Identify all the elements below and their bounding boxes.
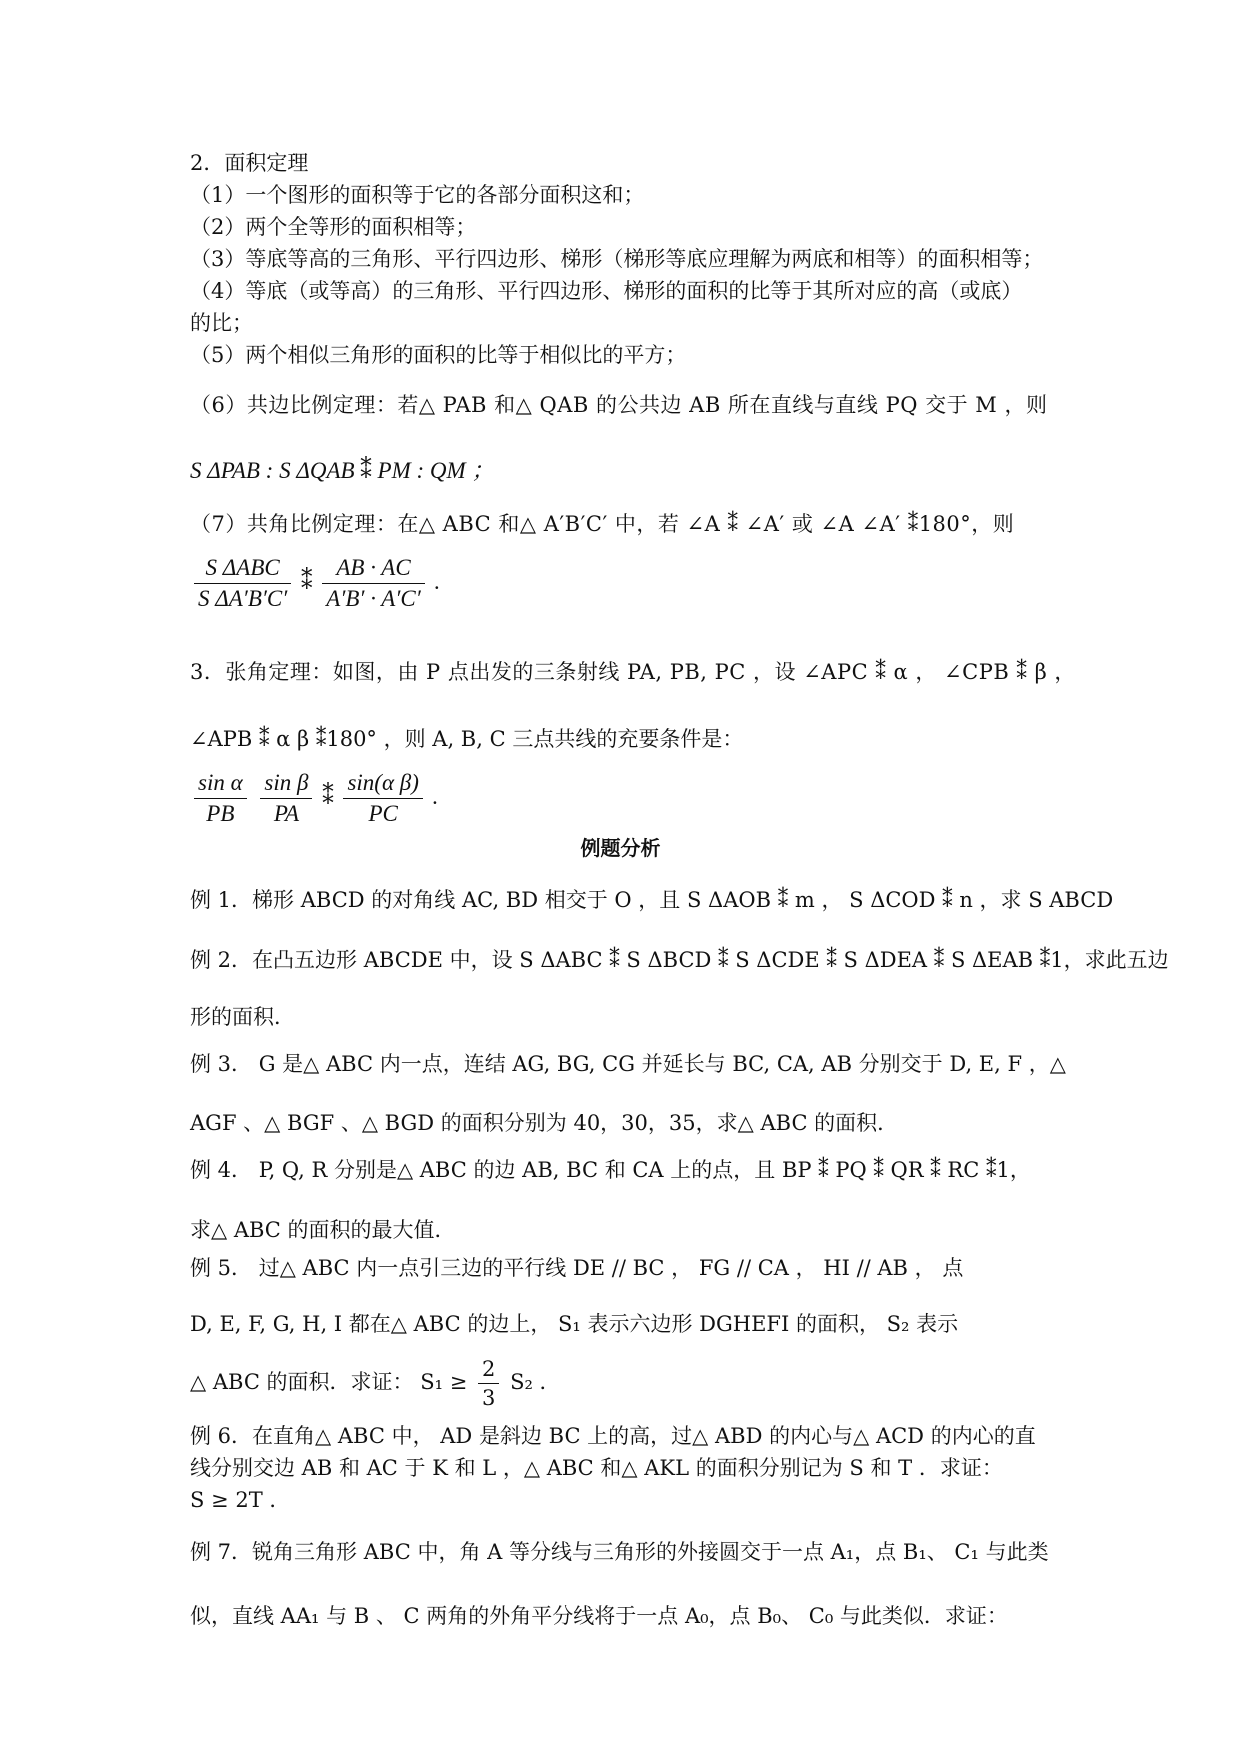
example-6-line-1: 例 6．在直角△ ABC 中， AD 是斜边 BC 上的高，过△ ABD 的内心与△ ACD 的内心的直 bbox=[190, 1424, 1036, 1448]
fraction-numerator: S ΔABC bbox=[194, 555, 291, 584]
theorem-item-7: （7）共角比例定理：在△ ABC 和△ A′B′C′ 中，若 ∠A ⁑ ∠A′ 或 ∠A ∠A′ ⁑180°，则 bbox=[190, 512, 1015, 536]
section-3-line-2: ∠APB ⁑ α β ⁑180° ，则 A, B, C 三点共线的充要条件是： bbox=[190, 727, 744, 751]
theorem-item-4: （4）等底（或等高）的三角形、平行四边形、梯形的面积的比等于其所对应的高（或底） bbox=[190, 279, 1023, 303]
example-4-line-2: 求△ ABC 的面积的最大值． bbox=[190, 1218, 456, 1242]
example-2-line-2: 形的面积． bbox=[190, 1005, 295, 1029]
fraction-denominator: 3 bbox=[482, 1386, 496, 1411]
example-6-line-2: 线分别交边 AB 和 AC 于 K 和 L ，△ ABC 和△ AKL 的面积分别记为 S 和 T ．求证： bbox=[190, 1456, 1003, 1480]
fraction-denominator: PB bbox=[206, 801, 235, 827]
formula-tension-angle bbox=[190, 770, 438, 828]
fraction-denominator: PA bbox=[273, 801, 300, 827]
theorem-item-6: （6）共边比例定理：若△ PAB 和△ QAB 的公共边 AB 所在直线与直线 PQ 交于 M ，则 bbox=[190, 393, 1048, 417]
fraction-sin-alpha bbox=[194, 770, 247, 828]
fraction-numerator: sin(α β) bbox=[343, 770, 422, 799]
example-7-line-2: 似，直线 AA₁ 与 B 、 C 两角的外角平分线将于一点 A₀，点 B₀、 C₀ 与此类似．求证： bbox=[190, 1604, 1008, 1628]
example-6-line-3: S ≥ 2T ． bbox=[190, 1488, 291, 1512]
example-5-tail: S₂ ． bbox=[510, 1370, 561, 1395]
example-7-line-1: 例 7．锐角三角形 ABC 中，角 A 等分线与三角形的外接圆交于一点 A₁，点 B₁、 C₁ 与此类 bbox=[190, 1540, 1049, 1564]
formula-tail: . bbox=[432, 784, 439, 810]
fraction-denominator: A′B′ · A′C′ bbox=[326, 586, 421, 612]
fraction-two-thirds bbox=[478, 1357, 499, 1410]
example-5-text: △ ABC 的面积．求证： S₁ ≥ bbox=[190, 1370, 468, 1395]
section-3-line-1: 3．张角定理：如图，由 P 点出发的三条射线 PA, PB, PC ，设 ∠APC ⁑ α ， ∠CPB ⁑ β ， bbox=[190, 660, 1076, 684]
example-4-line-1: 例 4． P, Q, R 分别是△ ABC 的边 AB, BC 和 CA 上的点，且 BP ⁑ PQ ⁑ QR ⁑ RC ⁑1， bbox=[190, 1158, 1031, 1182]
fraction-numerator: sin β bbox=[260, 770, 312, 799]
fraction-denominator: S ΔA′B′C′ bbox=[198, 586, 288, 612]
example-3-line-2: AGF 、△ BGF 、△ BGD 的面积分别为 40，30，35，求△ ABC 的面积． bbox=[190, 1111, 899, 1135]
formula-tail: . bbox=[434, 569, 441, 595]
fraction-side-product bbox=[322, 555, 424, 613]
example-1: 例 1．梯形 ABCD 的对角线 AC, BD 相交于 O ，且 S ΔAOB ⁑ m ， S ΔCOD ⁑ n ，求 S ABCD bbox=[190, 888, 1114, 912]
examples-heading: 例题分析 bbox=[580, 836, 661, 860]
relation-symbol: ⁑ bbox=[301, 569, 313, 595]
theorem-item-2: （2）两个全等形的面积相等； bbox=[190, 215, 477, 239]
theorem-item-4-cont: 的比； bbox=[190, 311, 253, 335]
theorem-item-5: （5）两个相似三角形的面积的比等于相似比的平方； bbox=[190, 343, 687, 367]
relation-symbol: ⁑ bbox=[322, 784, 334, 810]
example-5-line-3 bbox=[190, 1357, 561, 1410]
theorem-item-1: （1）一个图形的面积等于它的各部分面积这和； bbox=[190, 183, 645, 207]
example-3-line-1: 例 3． G 是△ ABC 内一点，连结 AG, BG, CG 并延长与 BC, CA, AB 分别交于 D, E, F ，△ bbox=[190, 1052, 1066, 1076]
formula-7 bbox=[190, 555, 440, 613]
theorem-item-3: （3）等底等高的三角形、平行四边形、梯形（梯形等底应理解为两底和相等）的面积相等； bbox=[190, 247, 1044, 271]
fraction-area-ratio bbox=[194, 555, 291, 613]
example-5-line-1: 例 5． 过△ ABC 内一点引三边的平行线 DE // BC ， FG // CA ， HI // AB ， 点 bbox=[190, 1256, 964, 1280]
fraction-numerator: 2 bbox=[478, 1357, 499, 1384]
example-2-line-1: 例 2．在凸五边形 ABCDE 中，设 S ΔABC ⁑ S ΔBCD ⁑ S ΔCDE ⁑ S ΔDEA ⁑ S ΔEAB ⁑1，求此五边 bbox=[190, 948, 1169, 972]
fraction-denominator: PC bbox=[368, 801, 398, 827]
fraction-numerator: sin α bbox=[194, 770, 247, 799]
fraction-sin-beta bbox=[260, 770, 312, 828]
formula-6: S ΔPAB : S ΔQAB ⁑ PM : QM ； bbox=[190, 458, 495, 483]
fraction-sin-sum bbox=[343, 770, 422, 828]
example-5-line-2: D, E, F, G, H, I 都在△ ABC 的边上， S₁ 表示六边形 DGHEFI 的面积， S₂ 表示 bbox=[190, 1312, 959, 1336]
fraction-numerator: AB · AC bbox=[322, 555, 424, 584]
section-2-title: 2．面积定理 bbox=[190, 151, 309, 175]
